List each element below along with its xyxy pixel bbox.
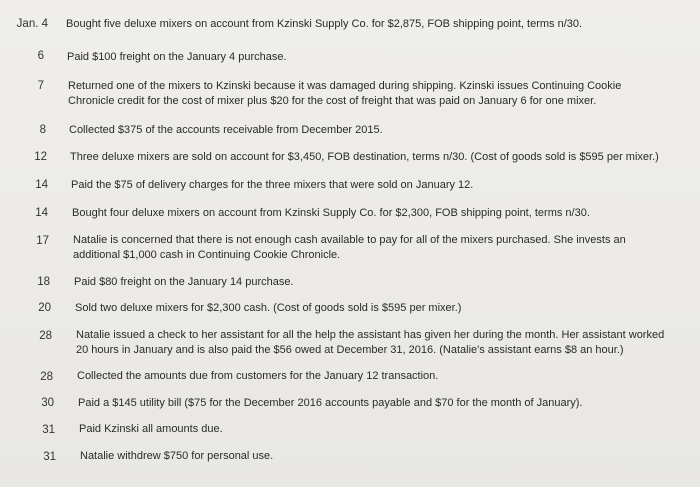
entry-line: Natalie is concerned that there is not enough cash available to pay for all of the mixers purchased. She invests an — [73, 234, 626, 246]
entry-text — [75, 301, 461, 316]
entry-date: 8 — [39, 124, 46, 136]
entry-date: 18 — [37, 276, 50, 288]
entry-line: Natalie withdrew $750 for personal use. — [80, 450, 274, 462]
entry-date: 14 — [35, 179, 48, 191]
entry-text — [69, 123, 383, 138]
entry-line: Returned one of the mixers to Kzinski because it was damaged during shipping. Kzinski issues Continuing Cookie — [68, 80, 622, 92]
entry-line: Paid the $75 of delivery charges for the three mixers that were sold on January 12. — [71, 179, 474, 191]
entry-date: 7 — [37, 80, 44, 92]
entry-text — [79, 422, 223, 437]
entry-date: 30 — [41, 397, 54, 409]
entry-text — [66, 17, 582, 32]
entry-text — [77, 369, 438, 384]
entry-line: Paid Kzinski all amounts due. — [79, 423, 223, 435]
entry-date: Jan. 4 — [16, 18, 48, 30]
entry-date: 31 — [43, 451, 56, 463]
entry-text — [76, 328, 664, 357]
entry-line: 20 hours in January and is also paid the $56 owed at December 31, 2016. (Natalie's assistant earns $8 an hour.) — [76, 343, 624, 356]
entry-date: 20 — [38, 302, 51, 314]
entry-date: 6 — [37, 50, 44, 62]
entry-date: 12 — [34, 151, 47, 163]
entry-line: Collected the amounts due from customers for the January 12 transaction. — [77, 370, 439, 382]
entry-text — [78, 396, 582, 411]
entry-line: Sold two deluxe mixers for $2,300 cash. (Cost of goods sold is $595 per mixer.) — [75, 302, 462, 314]
entry-line: additional $1,000 cash in Continuing Cookie Chronicle. — [73, 248, 341, 261]
entry-text — [70, 150, 659, 165]
entry-line: Bought five deluxe mixers on account from Kzinski Supply Co. for $2,875, FOB shipping point, terms n/30. — [66, 18, 583, 30]
entry-line: Three deluxe mixers are sold on account for $3,450, FOB destination, terms n/30. (Cost of goods sold is $595 per mixer.) — [70, 151, 659, 163]
entry-line: Paid $100 freight on the January 4 purchase. — [67, 51, 287, 63]
entry-text — [71, 178, 473, 193]
entry-line: Natalie issued a check to her assistant for all the help the assistant has given her during the month. Her assistant worked — [76, 329, 665, 341]
entry-text — [73, 233, 626, 262]
entry-text — [68, 79, 621, 108]
entry-line: Collected $375 of the accounts receivable from December 2015. — [69, 124, 383, 136]
entry-date: 17 — [36, 235, 49, 247]
entry-date: 14 — [35, 207, 48, 219]
entry-date: 31 — [42, 424, 55, 436]
entry-date: 28 — [40, 371, 53, 383]
entry-text — [80, 449, 273, 464]
entry-line: Bought four deluxe mixers on account from Kzinski Supply Co. for $2,300, FOB shipping point, terms n/30. — [72, 207, 590, 219]
entry-line: Chronicle credit for the cost of mixer plus $20 for the cost of freight that was paid on January 6 for one mixer. — [68, 94, 597, 107]
entry-text — [72, 206, 590, 221]
entry-line: Paid $80 freight on the January 14 purchase. — [74, 276, 294, 288]
entry-text — [74, 275, 294, 290]
entry-date: 28 — [39, 330, 52, 342]
entry-line: Paid a $145 utility bill ($75 for the December 2016 accounts payable and $70 for the month of January). — [78, 397, 583, 409]
entry-text — [67, 50, 287, 65]
